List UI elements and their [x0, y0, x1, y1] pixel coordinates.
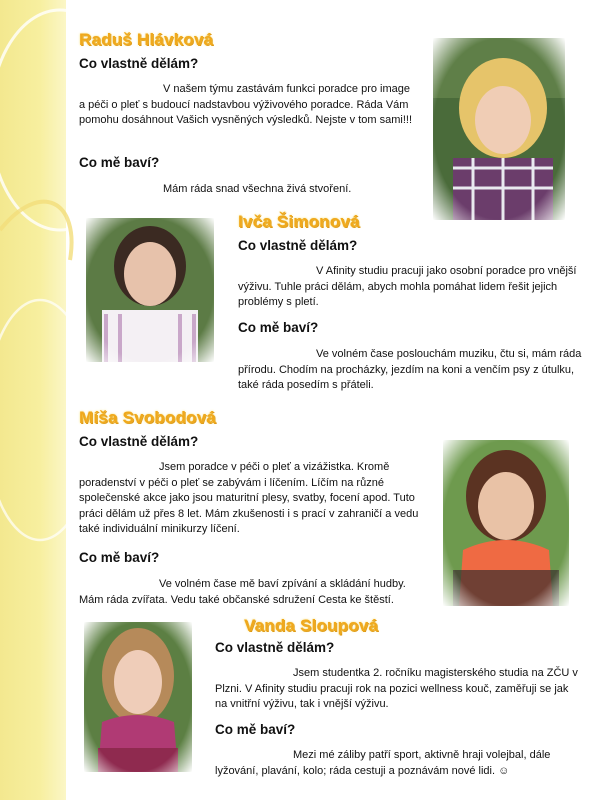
profile-name: Míša Svobodová: [79, 408, 216, 427]
profile-photo: [443, 440, 569, 606]
profile-photo: [84, 622, 192, 772]
profile-name: Raduš Hlávková: [79, 30, 214, 49]
profile-answer-work: V našem týmu zastávám funkci poradce pro image a péči o pleť s budoucí nadstavbou výživového poradce. Ráda Vám pomohu dosáhnout Vašich vysněných výsledků. Nejste v tom sami!!!: [79, 83, 413, 126]
profile-question-fun: Co mě baví?: [79, 550, 160, 565]
profile-name: Vanda Sloupová: [244, 616, 379, 635]
profile-answer-fun: Mezi mé záliby patří sport, aktivně hraji volejbal, dále lyžování, plavání, kolo; ráda cestuji a poznávám nové lidi. ☺: [215, 749, 551, 777]
profile-answer-work: Jsem studentka 2. ročníku magisterského studia na ZČU v Plzni. V Afinity studiu pracuji rok na pozici wellness kouč, zaměřuji se jak na vnitřní výživu, tak i vnější výživu.: [215, 667, 578, 710]
profile-answer-work: V Afinity studiu pracuji jako osobní poradce pro vnější výživu. Tuhle práci dělám, abych mohla pomáhat lidem řešit jejich problémy s pletí.: [238, 265, 577, 308]
profile-answer-fun: Ve volném čase poslouchám muziku, čtu si, mám ráda přírodu. Chodím na procházky, jezdím na koni a venčím psy z útulku, také ráda posedím s přáteli.: [238, 348, 582, 391]
profile-question-work: Co vlastně dělám?: [238, 238, 358, 253]
profile-answer-fun: Ve volném čase mě baví zpívání a skládání hudby. Mám ráda zvířata. Vedu také občanské sdružení Cesta ke štěstí.: [79, 578, 406, 606]
profile-photo: [86, 218, 214, 362]
decorative-side-band: [0, 0, 66, 800]
profile-question-work: Co vlastně dělám?: [215, 640, 335, 655]
profile-name: Ivča Šimonová: [238, 212, 360, 231]
profile-question-fun: Co mě baví?: [79, 155, 160, 170]
profile-photo: [433, 38, 565, 220]
profile-question-fun: Co mě baví?: [238, 320, 319, 335]
profile-question-fun: Co mě baví?: [215, 722, 296, 737]
profile-question-work: Co vlastně dělám?: [79, 56, 199, 71]
profile-answer-fun: Mám ráda snad všechna živá stvoření.: [163, 183, 352, 195]
profile-answer-work: Jsem poradce v péči o pleť a vizážistka. Kromě poradenství v péči o pleť se zabývám i líčením. Líčím na různé společenské akce jako jsou maturitní plesy, svatby, focení apod. Tuto práci dělám už přes 8 let. Mám zkušenosti i s prací v zahraničí a vedu také individuální minikurzy líčení.: [79, 461, 419, 535]
profile-question-work: Co vlastně dělám?: [79, 434, 199, 449]
